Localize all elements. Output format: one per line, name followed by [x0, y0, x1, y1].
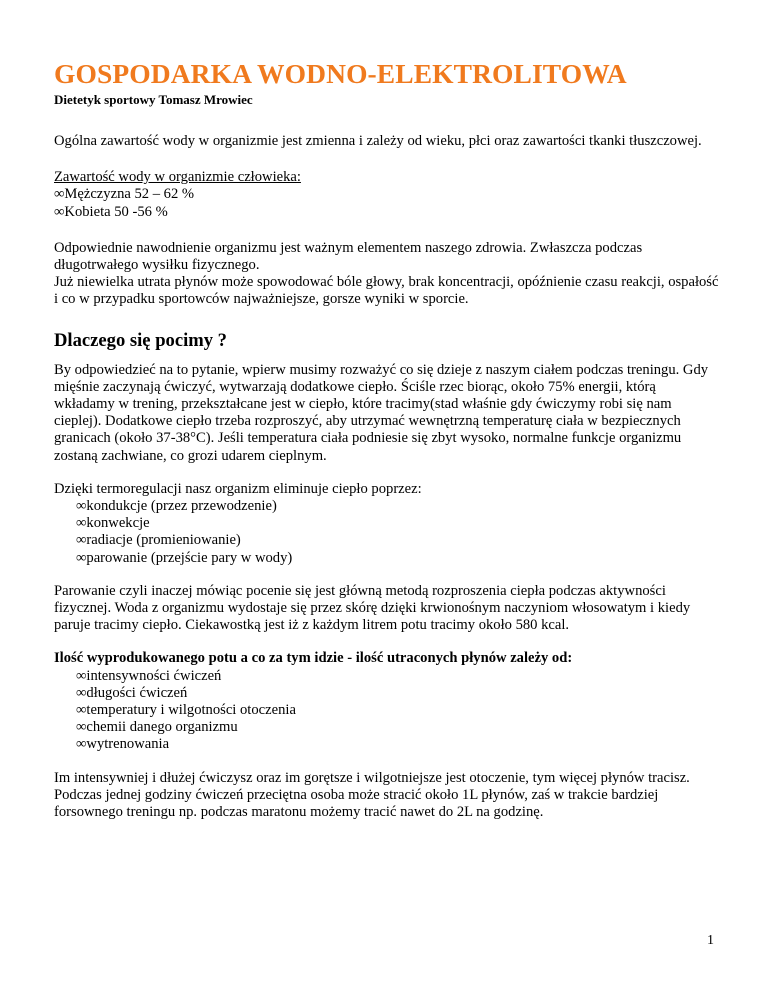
- document-author: Dietetyk sportowy Tomasz Mrowiec: [54, 92, 253, 107]
- water-content-heading: Zawartość wody w organizmie człowieka:: [54, 169, 301, 186]
- list-item: ∞parowanie (przejście pary w wody): [76, 549, 293, 566]
- thermoregulation-intro: Dzięki termoregulacji nasz organizm eliminuje ciepło poprzez:: [54, 480, 422, 497]
- closing-paragraph: Im intensywniej i dłużej ćwiczysz oraz im gorętsze i wilgotniejsze jest otoczenie, tym więcej płynów tracisz. Podczas jednej godziny ćwiczeń przeciętna osoba może stracić około 1L płynów, zaś w trakcie bardziej forsownego treningu np. podczas maratonu możemy tracić nawet do 2L na godzinę.: [54, 769, 690, 821]
- list-item: ∞konwekcje: [76, 515, 150, 532]
- hydration-paragraph: Odpowiednie nawodnienie organizmu jest ważnym elementem naszego zdrowia. Zwłaszcza podczas długotrwałego wysiłku fizycznego.: [54, 239, 643, 274]
- evaporation-paragraph: Parowanie czyli inaczej mówiąc pocenie się jest główną metodą rozproszenia ciepła podczas aktywności fizycznej. Woda z organizmu wydostaje się przez skórę dzięki krwionośnym naczyniom włosowatym i kiedy paruje tracimy ciepło. Ciekawostką jest iż z każdym litrem potu tracimy około 580 kcal.: [54, 582, 691, 634]
- thermoregulation-list: [54, 498, 719, 567]
- list-item: ∞intensywności ćwiczeń: [76, 667, 222, 684]
- document-page: [54, 58, 719, 821]
- list-item: ∞Kobieta 50 -56 %: [54, 203, 168, 220]
- factors-heading: Ilość wyprodukowanego potu a co za tym idzie - ilość utraconych płynów zależy od:: [54, 650, 573, 667]
- list-item: ∞Mężczyzna 52 – 62 %: [54, 186, 195, 203]
- section-heading: Dlaczego się pocimy ?: [54, 329, 227, 351]
- intro-paragraph: Ogólna zawartość wody w organizmie jest zmienna i zależy od wieku, płci oraz zawartości tkanki tłuszczowej.: [54, 133, 702, 149]
- document-title: GOSPODARKA WODNO-ELEKTROLITOWA: [54, 58, 627, 89]
- fluid-loss-paragraph: Już niewielka utrata płynów może spowodować bóle głowy, brak koncentracji, opóźnienie czasu reakcji, ospałość i co w przypadku sportowców najważniejsze, gorsze wyniki w sporcie.: [54, 274, 719, 308]
- list-item: ∞radiacje (promieniowanie): [76, 532, 241, 549]
- factors-list: [54, 668, 719, 754]
- page-number: 1: [707, 933, 714, 948]
- sweat-paragraph: By odpowiedzieć na to pytanie, wpierw musimy rozważyć co się dzieje z naszym ciałem podczas treningu. Gdy mięśnie zaczynają ćwiczyć, wytwarzają dodatkowe ciepło. Ściśle rzec biorąc, około 75% energii, którą wkładamy w trening, przekształcane jest w ciepło, które tracimy(stad właśnie gdy ćwiczymy robi się nam cieplej). Dodatkowe ciepło trzeba rozproszyć, aby utrzymać wewnętrzną temperaturę ciała w bezpiecznych granicach (około 37-38°C). Jeśli temperatura ciała podniesie się zbyt wysoko, normalne funkcje organizmu zostaną zachwiane, co grozi udarem cieplnym.: [54, 361, 709, 464]
- list-item: ∞długości ćwiczeń: [76, 684, 188, 701]
- list-item: ∞temperatury i wilgotności otoczenia: [76, 702, 296, 719]
- list-item: ∞chemii danego organizmu: [76, 719, 238, 736]
- list-item: ∞wytrenowania: [76, 736, 170, 753]
- water-content-list: [54, 186, 719, 220]
- list-item: ∞kondukcje (przez przewodzenie): [76, 498, 277, 515]
